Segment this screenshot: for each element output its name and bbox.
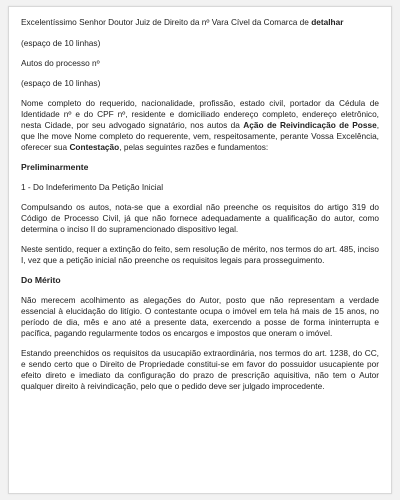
intro-text-1: Nome completo do requerido, nacionalidade, profissão, estado civil, portador da Cédula de Identidade nº e do CPF nº, residente e domiciliado endereço completo, endereço eletrônico, nesta Cidade, por seu advogado signatário, nos autos da bbox=[21, 98, 379, 130]
document-page bbox=[8, 6, 392, 494]
intro-paragraph bbox=[21, 98, 379, 153]
paragraph-alegacoes: Não merecem acolhimento as alegações do Autor, posto que não representam a verdade essencial à elucidação do litígio. O contestante ocupa o imóvel em tela há mais de 15 anos, no período de dia, mês e ano até a presente data, exercendo a posse de forma ininterrupta e pacífica, pagando regularmente todos os encargos e impostos que oneram o imóvel. bbox=[21, 295, 379, 338]
court-header bbox=[21, 17, 379, 28]
section-heading-preliminarmente: Preliminarmente bbox=[21, 162, 89, 172]
court-header-detail: detalhar bbox=[311, 17, 344, 27]
intro-text-2: , que lhe move Nome completo do requerente, vem, respeitosamente, perante Vossa Excelência, oferecer sua bbox=[21, 120, 379, 152]
spacing-note-1: (espaço de 10 linhas) bbox=[21, 38, 101, 48]
contestacao-title: Contestação bbox=[69, 142, 120, 152]
paragraph-usucapiao: Estando preenchidos os requisitos da usucapião extraordinária, nos termos do art. 1238, do CC, e sendo certo que o Direito de Propriedade constitui-se em favor do possuidor usucapiente por efeito direto e imediato da configuração do prazo de prescrição aquisitiva, não tem o Autor qualquer direito à reivindicação, pelo que o pedido deve ser julgado improcedente. bbox=[21, 348, 379, 391]
paragraph-extincao: Neste sentido, requer a extinção do feito, sem resolução de mérito, nos termos do art. 485, inciso I, vez que a petição inicial não preenche os requisitos legais para prosseguimento. bbox=[21, 244, 379, 265]
spacing-note-2: (espaço de 10 linhas) bbox=[21, 78, 101, 88]
subsection-heading-indeferimento: 1 - Do Indeferimento Da Petição Inicial bbox=[21, 182, 164, 192]
process-number-line: Autos do processo nº bbox=[21, 58, 100, 68]
court-header-text: Excelentíssimo Senhor Doutor Juiz de Direito da nº Vara Cível da Comarca de bbox=[21, 17, 309, 27]
intro-text-3: , pelas seguintes razões e fundamentos: bbox=[119, 142, 269, 152]
section-heading-merito: Do Mérito bbox=[21, 275, 61, 285]
paragraph-exordial: Compulsando os autos, nota-se que a exordial não preenche os requisitos do artigo 319 do Código de Processo Civil, já que não fornece adequadamente a qualificação do autor, como determina o inciso II do supramencionado dispositivo legal. bbox=[21, 202, 379, 234]
action-title: Ação de Reivindicação de Posse bbox=[243, 120, 377, 130]
